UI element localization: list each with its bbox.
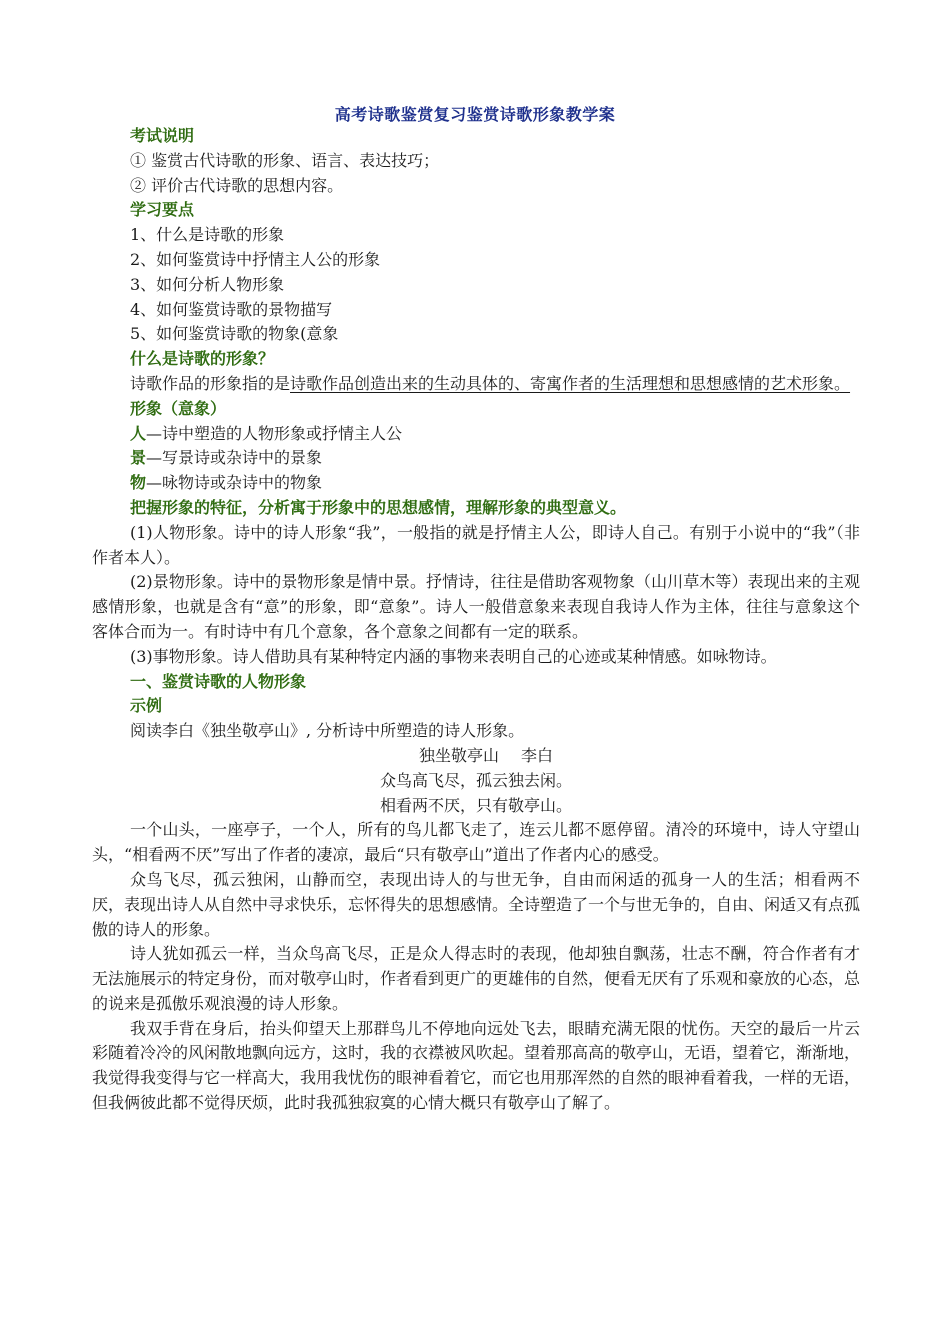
imagery-text: —诗中塑造的人物形象或抒情主人公: [146, 423, 403, 443]
type-paragraph: (1)人物形象。诗中的诗人形象“我”，一般指的就是抒情主人公，即诗人自己。有别于小说中的“我”（非作者本人）。: [92, 522, 860, 567]
imagery-key: 景: [130, 448, 147, 468]
poem-title: 独坐敬亭山: [418, 745, 499, 765]
analysis-paragraph: 一个山头，一座亭子，一个人，所有的鸟儿都飞走了，连云儿都不愿停留。清冷的环境中，诗人守望山头，“相看两不厌”写出了作者的凄凉，最后“只有敬亭山”道出了作者内心的感受。: [92, 820, 860, 865]
example-heading: 示例: [130, 696, 163, 716]
points-item: 3、如何分析人物形象: [130, 274, 285, 294]
document-body: [92, 124, 860, 1116]
exam-heading: 考试说明: [130, 126, 195, 145]
type-paragraph: (2)景物形象。诗中的景物形象是情中景。抒情诗，往往是借助客观物象（山川草木等）表现出来的主观感情形象，也就是含有“意”的形象，即“意象”。诗人一般借意象来表现自我诗人作为主体，往往与意象这个客体合而为一。有时诗中有几个意象，各个意象之间都有一定的联系。: [92, 572, 860, 641]
definition-prefix: 诗歌作品的形象指的是: [130, 373, 291, 393]
points-item: 2、如何鉴赏诗中抒情主人公的形象: [130, 249, 381, 269]
imagery-heading: 形象（意象）: [130, 398, 227, 418]
points-heading: 学习要点: [130, 200, 195, 220]
exam-item: ② 评价古代诗歌的思想内容。: [130, 175, 344, 195]
imagery-item: [92, 446, 860, 471]
imagery-key: 物: [130, 473, 147, 493]
analysis-paragraph: 诗人犹如孤云一样，当众鸟高飞尽，正是众人得志时的表现，他却独自飘荡，壮志不酬，符合作者有才无法施展示的特定身份，而对敬亭山时，作者看到更广的更雄伟的自然，便看无厌有了乐观和豪放的心态，总的说来是孤傲乐观浪漫的诗人形象。: [92, 944, 861, 1013]
imagery-principle: 把握形象的特征，分析寓于形象中的思想感情，理解形象的典型意义。: [130, 497, 627, 517]
definition-heading: 什么是诗歌的形象？: [130, 349, 275, 369]
poem-line: 相看两不厌，只有敬亭山。: [379, 795, 572, 815]
example-prompt: 阅读李白《独坐敬亭山》, 分析诗中所塑造的诗人形象。: [130, 721, 525, 741]
imagery-text: —写景诗或杂诗中的景象: [146, 448, 323, 468]
poem-line: 众鸟高飞尽，孤云独去闲。: [379, 770, 572, 790]
poem-title-line: [92, 744, 860, 769]
exam-item: ① 鉴赏古代诗歌的形象、语言、表达技巧；: [130, 150, 440, 170]
imagery-item: [92, 422, 860, 447]
points-item: 1、什么是诗歌的形象: [130, 225, 285, 245]
points-item: 5、如何鉴赏诗歌的物象(意象: [130, 324, 339, 344]
document-title: 高考诗歌鉴赏复习鉴赏诗歌形象教学案: [334, 105, 616, 124]
definition-paragraph: [92, 372, 860, 397]
imagery-key: 人: [130, 423, 147, 443]
imagery-text: —咏物诗或杂诗中的物象: [146, 473, 323, 493]
type-paragraph: (3)事物形象。诗人借助具有某种特定内涵的事物来表明自己的心迹或某种情感。如咏物诗。: [130, 646, 777, 666]
poem-author: 李白: [521, 745, 554, 765]
section1-heading: 一、鉴赏诗歌的人物形象: [130, 671, 307, 691]
analysis-paragraph: 众鸟飞尽，孤云独闲，山静而空，表现出诗人的与世无争，自由而闲适的孤身一人的生活；相看两不厌，表现出诗人从自然中寻求快乐，忘怀得失的思想感情。全诗塑造了一个与世无争的，自由、闲适又有点孤傲的诗人的形象。: [92, 869, 861, 939]
imagery-item: [92, 471, 860, 496]
analysis-paragraph: 我双手背在身后，抬头仰望天上那群鸟儿不停地向远处飞去，眼睛充满无限的忧伤。天空的最后一片云彩随着冷冷的风闲散地飘向远方，这时，我的衣襟被风吹起。望着那高高的敬亭山，无语，望着它，渐渐地，我觉得我变得与它一样高大，我用我忧伤的眼神看着它，而它也用那浑然的自然的眼神看着我，一样的无语，但我俩彼此都不觉得厌烦，此时我孤独寂寞的心情大概只有敬亭山了解了。: [92, 1018, 861, 1113]
points-item: 4、如何鉴赏诗歌的景物描写: [130, 299, 333, 319]
definition-underlined: 诗歌作品创造出来的生动具体的、寄寓作者的生活理想和思想感情的艺术形象。: [290, 373, 851, 393]
